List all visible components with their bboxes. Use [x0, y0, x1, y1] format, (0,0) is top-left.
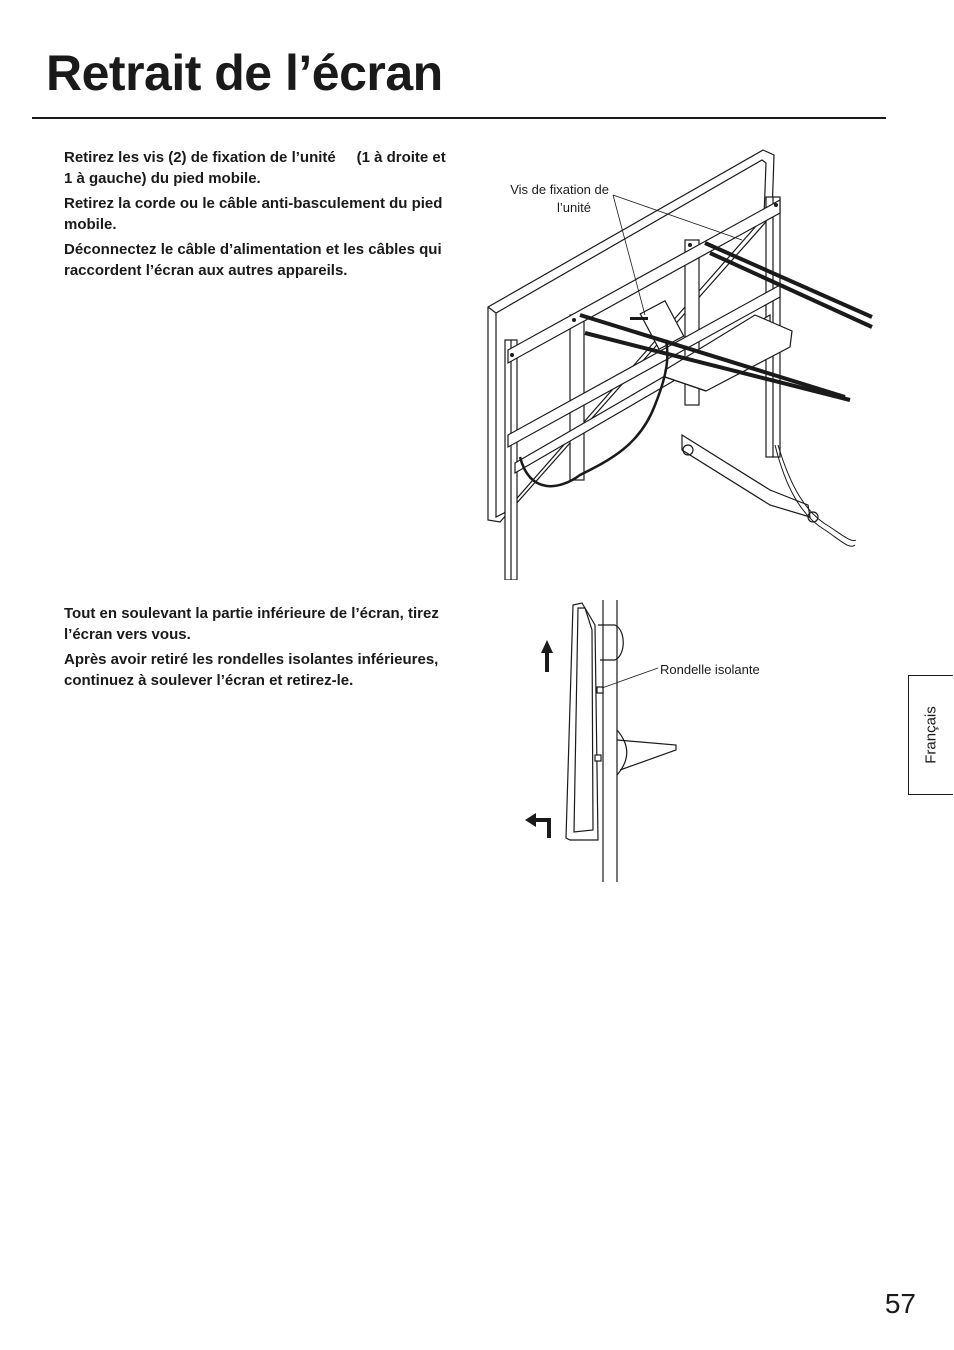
language-tab	[908, 675, 953, 795]
step-item: Tout en soulevant la partie inférieure de l’écran, tirez l’écran vers vous.	[64, 605, 439, 643]
step-item: Retirez la corde ou le câble anti-basculement du pied mobile.	[64, 195, 443, 233]
step-item: Déconnectez le câble d’alimentation et les câbles qui raccordent l’écran aux autres appareils.	[64, 241, 442, 279]
label-insulating-washer: Rondelle isolante	[660, 662, 760, 677]
page-title: Retrait de l’écran	[46, 45, 443, 101]
figure-stand-screws	[470, 145, 880, 580]
step-list-1	[64, 147, 454, 285]
label-unit-screws-2: l’unité	[557, 200, 591, 215]
step-item: Après avoir retiré les rondelles isolantes inférieures, continuez à soulever l’écran et retirez-le.	[64, 651, 439, 689]
step-item: Retirez les vis (2) de fixation de l’unité (1 à droite et 1 à gauche) du pied mobile.	[64, 149, 446, 187]
label-unit-screws-1: Vis de fixation de	[510, 182, 609, 197]
language-tab-label: Français	[922, 706, 940, 764]
step-list-2	[64, 603, 454, 695]
title-divider	[32, 117, 886, 119]
return-arrow-icon	[525, 813, 549, 838]
figure-side-view	[520, 600, 810, 885]
page-number: 57	[884, 1288, 916, 1319]
up-arrow-icon	[541, 640, 553, 672]
